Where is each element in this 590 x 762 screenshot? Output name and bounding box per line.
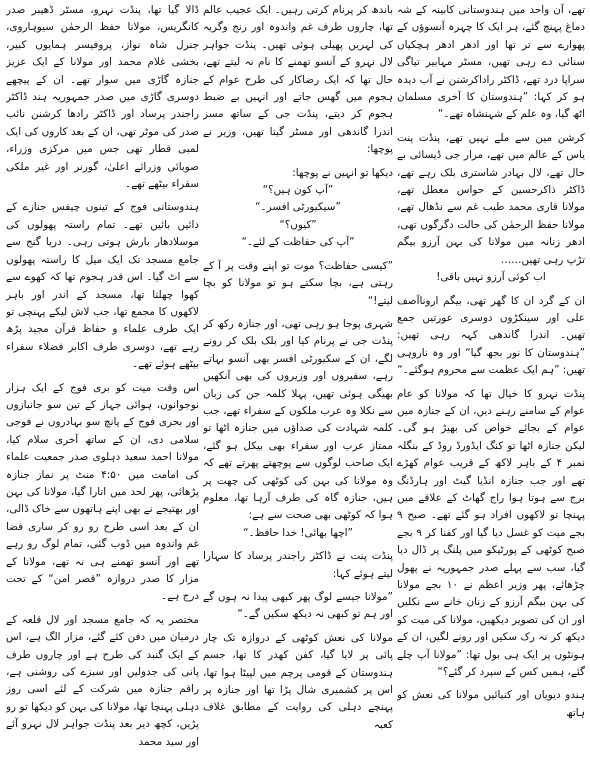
right-paragraph-5: ہندو دیویاں اور کنیائیں مولانا کی نعش کو ہاتھ <box>397 689 585 719</box>
middle-paragraph-1: دیکھا تو انہیں نے پوچھا: <box>292 166 393 179</box>
middle-paragraph-8: ”اچھا بھائی! خدا حافظ۔“ <box>243 526 353 539</box>
column-middle <box>203 2 393 758</box>
middle-paragraph-3: ”سیکیورٹی افسر۔“ <box>255 201 341 214</box>
left-paragraph-1: ہندوستانی فوج کے تینوں چیفس جنازے کے دائیں بائیں تھے۔ تمام راستہ پھولوں کی موسلادھار بارش ہوتی رہی۔ دریا گنج سے جامع مسجد تک ایک میل کا راستہ پھولوں سے اٹ گیا۔ اس قدر ہجوم تھا کہ کھوے سے کھوا چھلتا تھا، مسجد کے اندر اور باہر لاکھوں کا مجمع تھا، جب لاش لیکے پہنچی تو ایک طرف علماء و حفاظ قرآن مجید پڑھ رہے تھے، دوسری طرف اکابر فضلاء سفراء بیٹھے ہوئے تھے۔ <box>6 201 199 371</box>
column-left <box>6 2 199 758</box>
left-paragraph-2: اس وقت میت کو بری فوج کے ایک ہزار نوجوانوں، ہوائی جہاز کے تین سو جانبازوں اور بحری فوج کے پانچ سو بہادروں نے فوجی سلامی دی، ان کے ساتھ آخری سلام کیا، مولانا احمد سعید دہلوی صدر جمعیت علماء کی امامت میں ۴:۵۰ منٹ پر نماز جنازہ پڑھائی، پھر لحد میں اتارا گیا، مولانا کی بہن اور بھتیجے نے بھی اپنے ہاتھوں سے خاک ڈالی، ان کے بعد اسی طرح رو رو کر ساری فضا غم واندوہ میں ڈوب گئی، تمام لوگ رو رہے تھے اور آنسو تھمنے ہی نہ تھے، مولانا کے مزار کا صدر دروازہ ”قصر امن“ کے تحت درج ہے۔ <box>6 381 199 603</box>
middle-paragraph-7: شہری پوجا ہو رہی تھی، اور جنازہ رکھ کر پنڈت جی نے پرنام کیا اور بلک بلک کر رونے لگے، ان کے سکیورٹی افسر بھی آنسو بہاتے رہے، سفیروں اور وزیروں کی بھی آنکھیں بھیگی ہوئی تھیں، پہلا کلمہ جن کی زبان سے نکلا وہ عرب ملکوں کے سفراء تھے، جب کلمہ شہادت کی صداؤں میں جنازہ اٹھا تو ممتاز عرب اور سفراء بھی بیکل ہو گئے، ایک صاحب لوگوں سے پوچھتے پھرتے تھے کہ وہ مولانا کی بہن کی کوٹھی کی چھت پر ہیں، جنازہ گاہ کی طرف آرہا تھا، معلوم ہوا کہ کوٹھی بھی صحت سے ہے: <box>203 317 393 522</box>
middle-paragraph-2: ”آپ کون ہیں؟“ <box>262 184 334 197</box>
right-paragraph-0: تھے، آن واحد میں ہندوستانی کابینہ کے شہ دماغ پہنچ گئے، ہر ایک کا چہرہ آنسوؤں کے پھوارے سے تر تھا اور ادھر ادھر ہچکیاں سنائی دے رہی تھیں، مسٹر مہابیر تیاگی سراپا درد تھے، ڈاکٹر راداکرشنن نے آب دیدہ ہو کر کہا: ”ہندوستان کا آخری مسلمان اٹھ گیا، وہ علم کے شہنشاہ تھے۔“ <box>397 4 585 121</box>
middle-paragraph-10: ”مولانا جیسے لوگ پھر کبھی پیدا نہ ہوں گے اور ہم تو کبھی نہ دیکھ سکیں گے۔“ <box>203 591 393 621</box>
middle-paragraph-9: پنڈت پنت نے ڈاکٹر راجندر پرساد کا سہارا لیتے ہوئے کہا: <box>203 550 393 580</box>
right-paragraph-4: پنڈت نہرو کا خیال تھا کہ مولانا کو عام عوام کے سامنے رہنے دیں، ان کے جنازہ میں عوام کے بجائے خواص کی بھیڑ ہو گی۔ لیکن جنازہ اٹھا تو کنگ ایڈورڈ روڈ کے بنگلہ نمبر ۴ کے باہر لاکھ کے قریب عوام کھڑے تھے اور جب جنازہ انڈیا گیٹ اور ہارڈنگ برج سے ہوتا ہوا راج گھاٹ کے علاقے میں پہنچا تو لاکھوں افراد ہو گئے تھے۔ صبح ۹ بجے میت کو غسل دیا گیا اور کفنا کر ۹ بجے صبح کوٹھی کے پورٹیکو میں پلنگ پر ڈال دیا گیا، سب سے پہلے صدر جمہوریہ نے پھول چڑھائے، پھر وزیر اعظم نے ۱۰ بجے مولانا کی بہن بیگم آرزو کے زنان خانے سے نکلیں اور ان کی تصویر دیکھیں، مولانا کی میت کو دیکھ کر نہ رک سکیں اور رونے لگیں، ان کے ہونٹوں پر ایک ہی بول تھا: ”مولانا آپ چلے گئے، ہمیں کس کے سپرد کر گئے؟“ <box>397 387 585 679</box>
right-paragraph-1: کرشن مین سے ملے نہیں تھے، پنڈت پنت یاس کے عالم میں تھے، مرار جی ڈیسائی بے حال تھے، لال بہادر شاستری بلک رہے تھے، ڈاکٹر ذاکرحسین کے حواس معطل تھے، مولانا قاری محمد طیب غم سے نڈھال تھے، مولانا حفظ الرحمٰن کی حالت دگرگوں تھی، ادھر زنانہ میں مولانا کی بہن آرزو بیگم تڑپ رہی تھیں…… <box>397 131 585 266</box>
column-right <box>397 2 585 758</box>
middle-paragraph-0: باندھ کر پرنام کرتی رہیں۔ ایک عجیب عالم تھا، چاروں طرف غم واندوہ اور رنج وگریہ کی لہریں پھیلی ہوئی تھیں۔ پنڈت جواہر لال نہرو کے آنسو تھمنے کا نام نہ لیتے تھے، حال تھا کہ ایک رضاکار کی طرح عوام کے ہجوم میں گھس جاتے اور انہیں بے ضبط ہجوم کر دیتے، پنڈت جی کے ساتھ مسز اندرا گاندھی اور مسٹر گیتا تھیں، وزیر نے پوچھا: <box>203 4 393 156</box>
right-paragraph-3: ان کے گرد ان کا گھر تھی، بیگم اروناآصف علی اور سینکڑوں دوسری عورتیں جمع تھیں۔ اندرا گاندھی کہہ رہی تھیں: ”ہندوستان کا نور بجھ گیا“ اور وہ ناروہی تھیں: ”ہم ایک عظمت سے محروم ہوگئے۔“ <box>397 294 585 377</box>
middle-paragraph-4: ”کیوں؟“ <box>279 218 317 231</box>
middle-paragraph-5: ”آپ کی حفاظت کے لئے۔“ <box>241 236 355 249</box>
left-paragraph-0: ڈالا گیا تھا، پنڈت نہرو، مسٹر ڈھیبر صدر کانگریس، مولانا حفظ الرحمٰن سیوہاروی، جنرل شاہ نواز، پروفیسر ہمایوں کبیر، بخشی غلام محمد اور مولانا کے ایک عزیز جنازہ گاڑی میں سوار تھے۔ ان کے پیچھے دوسری گاڑی میں صدر جمہوریہ ہند ڈاکٹر راجندر پرساد اور ڈاکٹر رادھا کرشنن نائب صدر کی موٹر تھی، ان کے بعد کاروں کی ایک لمبی قطار تھی جس میں مرکزی وزراء، صوبائی وزرائے اعلیٰ، گورنر اور غیر ملکی سفراء بیٹھے تھے۔ <box>6 4 199 191</box>
left-paragraph-3: مختصر یہ کہ جامع مسجد اور لال قلعہ کے درمیان میں دفن کئے گئے، مزار الگ ہے، اس کے ایک گنبد کی طرح ہے اور چاروں طرف پانی کی جدولیں اور سبزے کی روشنی ہے، راقم جنازہ میں شرکت کے لئے اسی روز دہلی پہنچا تھا، مولانا کی بہن کو دیکھا تو رو پڑیں، کچھ دیر بعد پنڈت جواہر لال نہرو آئے اور سید محمد <box>6 613 199 748</box>
middle-paragraph-6: ”کیسی حفاظت؟ موت تو اپنے وقت پر آ کے رہتی ہے، بچا سکتے ہو تو مولانا کو بچا لیتے!“ <box>203 259 393 307</box>
middle-paragraph-11: مولانا کی نعش کوٹھی کے دروازہ تک چار پائی پر لایا گیا، کفن کھدر کا تھا، جسم ہندوستان کے قومی پرچم میں لپیٹا ہوا تھا، اس پر کشمیری شال پڑا تھا اور جنازہ پر پہنچے دہلی کی روایت کے مطابق غلاف کعبہ <box>203 631 393 731</box>
right-paragraph-2: اب کوئی آرزو نہیں باقی! <box>436 271 546 284</box>
